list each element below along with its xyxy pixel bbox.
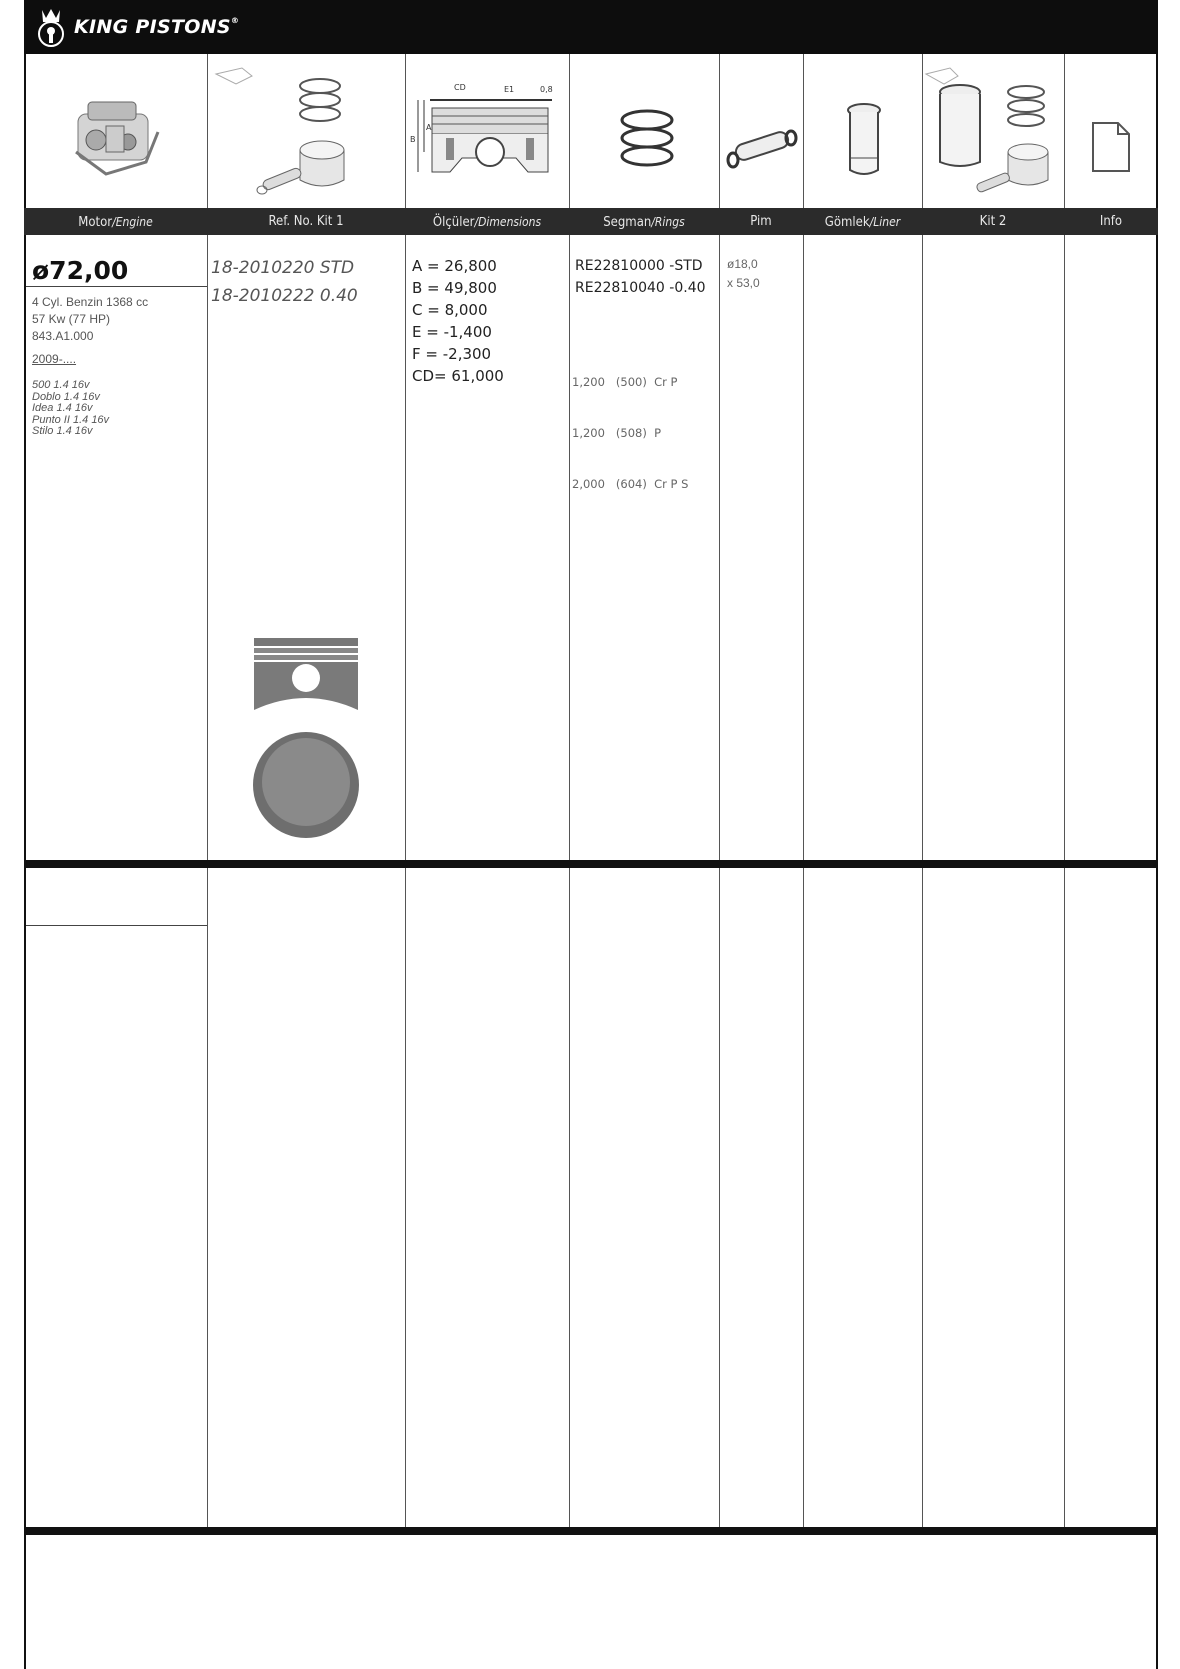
column-divider	[405, 54, 406, 1529]
model-item: 500 1.4 16v	[32, 379, 90, 391]
empty-bore-underline	[26, 925, 207, 926]
dimension-cd: CD= 61,000	[412, 367, 504, 385]
pin-specs	[727, 255, 760, 293]
piston-ring-kit-icon	[212, 62, 402, 202]
ring-ref-std: RE22810000 -STD	[575, 258, 703, 274]
header-dimensions: Ölçüler/Dimensions	[432, 215, 542, 230]
brand-name: KING PISTONS®	[74, 16, 240, 38]
dimensions-list	[412, 255, 504, 387]
piston-side-view-icon	[250, 636, 362, 716]
piston-pin-icon	[721, 124, 801, 176]
pin-length: x 53,0	[727, 276, 760, 290]
dimension-a: A = 26,800	[412, 257, 497, 275]
column-divider	[719, 54, 720, 1529]
row-separator	[24, 860, 1158, 868]
column-divider	[207, 54, 208, 1529]
svg-text:E1: E1	[504, 85, 515, 94]
brand-bar	[24, 0, 1158, 54]
header-engine: Motor/Engine	[78, 215, 153, 230]
pin-diameter: ø18,0	[727, 257, 758, 271]
vehicle-models	[32, 380, 109, 438]
kit1-ref-std: 18-2010220 STD	[211, 258, 355, 278]
svg-text:A: A	[426, 123, 432, 132]
catalog-sheet	[24, 0, 1158, 1669]
bore-underline	[26, 286, 207, 287]
full-kit-icon	[924, 62, 1062, 202]
kit1-ref-oversize: 18-2010222 0.40	[211, 286, 358, 306]
svg-text:CD: CD	[454, 83, 466, 92]
column-divider	[803, 54, 804, 1529]
header-rings: Segman/Rings	[603, 215, 685, 230]
model-item: Idea 1.4 16v	[32, 402, 93, 414]
header-info: Info	[1099, 214, 1123, 229]
header-liner: Gömlek/Liner	[824, 215, 901, 230]
engine-description: 4 Cyl. Benzin 1368 cc	[32, 295, 149, 309]
column-divider	[1064, 54, 1065, 1529]
ring-detail: 2,000 (604) Cr P S	[572, 477, 689, 491]
engine-code: 843.A1.000	[32, 329, 94, 343]
ring-ref-oversize: RE22810040 -0.40	[575, 280, 706, 296]
dimension-e: E = -1,400	[412, 323, 492, 341]
engine-year: 2009-....	[32, 352, 77, 366]
piston-top-view-icon	[250, 730, 362, 840]
model-item: Stilo 1.4 16v	[32, 425, 93, 437]
ring-refs	[575, 255, 706, 299]
svg-text:B: B	[410, 135, 416, 144]
engine-icon	[66, 92, 166, 182]
dimension-f: F = -2,300	[412, 345, 492, 363]
column-header-row	[24, 208, 1158, 235]
crown-piston-logo-icon	[34, 6, 68, 48]
header-kit2: Kit 2	[979, 214, 1007, 229]
header-ref-kit1: Ref. No. Kit 1	[268, 214, 344, 229]
model-item: Punto II 1.4 16v	[32, 413, 110, 426]
engine-bore: ø72,00	[32, 256, 129, 285]
info-document-icon[interactable]	[1090, 120, 1132, 174]
row-separator	[24, 1527, 1158, 1535]
ring-details	[572, 340, 688, 510]
cylinder-liner-icon	[846, 102, 882, 178]
engine-power: 57 Kw (77 HP)	[32, 312, 111, 326]
svg-text:0,8: 0,8	[540, 85, 553, 94]
brand-logo	[34, 6, 239, 48]
ring-detail: 1,200 (500) Cr P	[572, 375, 678, 389]
piston-dimensions-diagram-icon	[410, 78, 568, 196]
dimension-c: C = 8,000	[412, 301, 488, 319]
model-item: Doblo 1.4 16v	[32, 390, 100, 403]
kit1-refs	[211, 254, 358, 310]
column-divider	[922, 54, 923, 1529]
piston-rings-icon	[612, 106, 682, 176]
engine-specs	[32, 294, 148, 368]
header-pin: Pim	[750, 214, 772, 229]
ring-detail: 1,200 (508) P	[572, 426, 662, 440]
column-divider	[569, 54, 570, 1529]
dimension-b: B = 49,800	[412, 279, 497, 297]
